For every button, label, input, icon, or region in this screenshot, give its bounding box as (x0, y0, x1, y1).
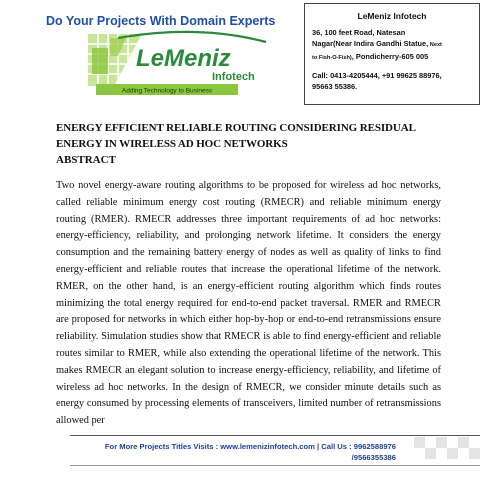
footer-divider (70, 435, 480, 436)
footer-checker-pattern (414, 437, 480, 459)
contact-address-box (304, 3, 480, 105)
logo-brand-text: LeMeniz (136, 45, 231, 72)
header-tagline: Do Your Projects With Domain Experts (46, 14, 276, 28)
address-line-3: to Fish-O-Fish), Pondicherry-605 005 (312, 52, 429, 61)
address-phone-1: Call: 0413-4205444, +91 99625 88976, (312, 71, 442, 80)
logo-slogan: Adding Technology to Business (121, 87, 213, 95)
footer-contact (70, 441, 396, 463)
logo-sub-text: Infotech (212, 71, 255, 83)
address-phone-2: 95663 55386. (312, 82, 358, 91)
logo-grid-mark (88, 34, 142, 86)
footer-line-1: For More Projects Titles Visits : www.lemenizinfotech.com | Call Us : 9962588976 (104, 442, 396, 451)
company-logo (78, 30, 268, 96)
abstract-heading: ABSTRACT (56, 154, 116, 166)
footer-bottom-rule (70, 465, 480, 466)
abstract-body: Two novel energy-aware routing algorithms to be proposed for wireless ad hoc networks, called reliable minimum energy cost routing (RMECR) and reliable minimum energy routing (RMER). RMECR addresses three important requirements of ad hoc networks: energy-efficiency, reliability, and prolonging network lifetime. It considers the energy consumption and the remaining battery energy of nodes as well as quality of links to find energy-efficient and reliable routes that increase the operational lifetime of the network. RMER, on the other hand, is an energy-efficient routing algorithm which finds routes minimizing the total energy required for end-to-end packet traversal. RMER and RMECR are proposed for networks in which either hop-by-hop or end-to-end retransmissions ensure reliability. Simulation studies show that RMECR is able to find energy-efficient and reliable routes similar to RMER, while also extending the operational lifetime of the network. This makes RMECR an elegant solution to increase energy-efficiency, reliability, and lifetime of wireless ad hoc networks. In the design of RMECR, we consider minute details such as energy consumed by processing elements of transceivers, limited number of retransmissions allowed per (56, 180, 441, 427)
address-company-name: LeMeniz Infotech (357, 11, 427, 21)
address-line-2: Nagar(Near Indira Gandhi Statue, Next (312, 39, 442, 48)
address-line-1: 36, 100 feet Road, Natesan (312, 28, 406, 37)
footer-line-2: /9566355386 (351, 453, 396, 462)
document-title: ENERGY EFFICIENT RELIABLE ROUTING CONSIDERING RESIDUAL ENERGY IN WIRELESS AD HOC NETWORKS (56, 122, 416, 150)
